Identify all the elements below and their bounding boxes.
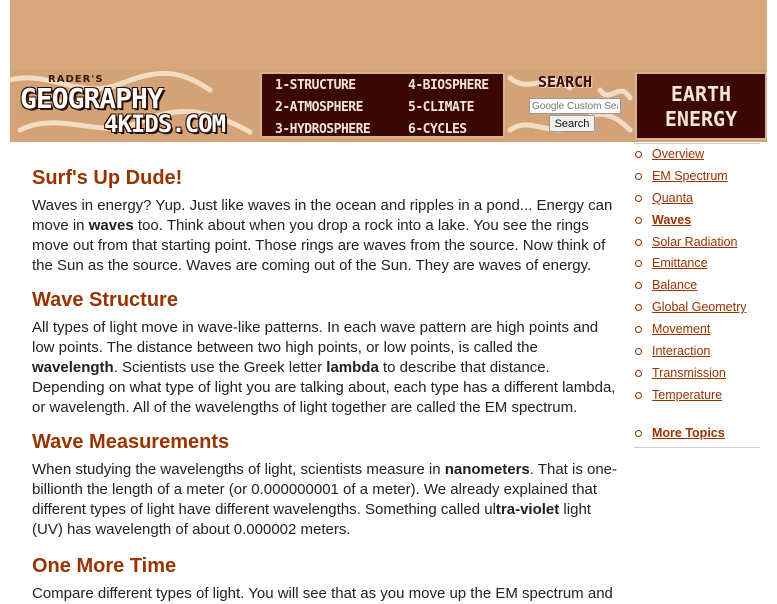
bullet-circle-icon — [635, 195, 642, 202]
section-heading: One More Time — [32, 555, 177, 577]
sidebar-item — [634, 341, 760, 363]
text-run: to describe that distance. Depending on what type of light you are talking about, each type has a different lambda, or wavelength. All of the wavelengths of light together are called the EM spectrum. — [32, 359, 616, 416]
sidebar-item — [634, 423, 760, 445]
sidebar-link-em-spectrum[interactable]: EM Spectrum — [652, 168, 728, 183]
section-one-more-time — [32, 554, 622, 604]
sidebar-item — [634, 188, 760, 210]
sidebar-item — [634, 319, 760, 341]
section-title-line1: EARTH — [670, 82, 732, 106]
bullet-circle-icon — [635, 239, 642, 246]
sidebar-link-transmission[interactable]: Transmission — [652, 365, 726, 380]
sidebar-divider-bottom — [634, 447, 760, 448]
topic-nav — [260, 72, 505, 138]
text-run: Compare different types of light. You will see that as you move up the EM spectrum and — [32, 585, 613, 602]
bold-term: nanometers — [444, 461, 530, 478]
sidebar-link-quanta[interactable]: Quanta — [652, 190, 694, 205]
bullet-circle-icon — [635, 326, 642, 333]
section-surfs-up — [32, 166, 622, 276]
bullet-circle-icon — [635, 217, 642, 224]
sidebar-link-waves[interactable]: Waves — [652, 212, 692, 227]
bullet-circle-icon — [635, 282, 642, 289]
section-wave-measurements — [32, 430, 622, 540]
logo-4kids-text: 4KIDS.COM — [104, 110, 226, 138]
section-heading: Wave Structure — [32, 289, 178, 311]
topic-link-structure[interactable]: 1-STRUCTURE — [275, 78, 356, 93]
section-wave-structure — [32, 288, 622, 418]
sidebar-item — [634, 253, 760, 275]
bold-term: lambda — [326, 359, 379, 376]
topic-link-atmosphere[interactable]: 2-ATMOSPHERE — [275, 100, 363, 115]
site-header — [10, 70, 767, 142]
bullet-circle-icon — [635, 430, 642, 437]
sidebar-item — [634, 210, 760, 232]
top-banner-band — [10, 0, 767, 70]
text-run: too. Think about when you drop a rock into a lake. You see the rings move out from that starting point. Those rings are waves from the source. Now think of the Sun as the source. Waves are coming out of the Sun. They are waves of energy. — [32, 217, 606, 274]
bullet-circle-icon — [635, 370, 642, 377]
text-run: . That is one-billionth the length of a meter (or 0.000000001 of a meter). We already explained that different types of light have different wavelengths. Something called ul — [32, 461, 618, 518]
search-label: SEARCH — [538, 73, 593, 91]
logo-geography-text: GEOGRAPHY — [20, 82, 163, 115]
bullet-circle-icon — [635, 348, 642, 355]
text-run: light (UV) has wavelength of about 0.000002 meters. — [32, 501, 591, 538]
bullet-circle-icon — [635, 304, 642, 311]
site-logo[interactable] — [18, 74, 258, 138]
sidebar-link-movement[interactable]: Movement — [652, 322, 711, 337]
section-paragraph — [32, 318, 622, 418]
topic-link-climate[interactable]: 5-CLIMATE — [408, 100, 474, 115]
text-run: Waves in energy? Yup. Just like waves in the ocean and ripples in a pond... Energy can move in — [32, 197, 613, 234]
text-run: When studying the wavelengths of light, scientists measure in — [32, 461, 445, 478]
sidebar-link-more-topics[interactable]: More Topics — [652, 425, 725, 440]
section-paragraph — [32, 460, 622, 540]
sidebar-item — [634, 363, 760, 385]
sidebar-link-overview[interactable]: Overview — [652, 147, 705, 161]
bold-term: wavelength — [32, 359, 114, 376]
sidebar-link-global-geometry[interactable]: Global Geometry — [652, 300, 747, 315]
sidebar-nav — [634, 143, 760, 448]
bullet-circle-icon — [635, 151, 642, 158]
sidebar-item — [634, 385, 760, 407]
section-heading: Wave Measurements — [32, 431, 230, 453]
topic-link-biosphere[interactable]: 4-BIOSPHERE — [408, 78, 489, 93]
section-title-box — [635, 72, 767, 140]
bullet-circle-icon — [635, 260, 642, 267]
section-paragraph — [32, 584, 622, 604]
sidebar-link-interaction[interactable]: Interaction — [652, 344, 711, 359]
topic-link-cycles[interactable]: 6-CYCLES — [408, 122, 467, 137]
sidebar-link-solar-radiation[interactable]: Solar Radiation — [652, 234, 738, 249]
section-paragraph — [32, 196, 622, 276]
sidebar-item — [634, 144, 760, 166]
sidebar-link-emittance[interactable]: Emittance — [652, 256, 708, 271]
sidebar-item — [634, 297, 760, 319]
bullet-circle-icon — [635, 392, 642, 399]
sidebar-item — [634, 166, 760, 188]
text-run: All types of light move in wave-like patterns. In each wave pattern are high points and low points. The distance between two high points, or low points, is called the — [32, 319, 599, 356]
sidebar-link-balance[interactable]: Balance — [652, 278, 698, 293]
search-button[interactable]: Search — [549, 115, 595, 132]
sidebar-list — [634, 144, 760, 407]
section-title-line2: ENERGY — [664, 107, 738, 131]
text-run: . Scientists use the Greek letter — [113, 359, 327, 376]
sidebar-item — [634, 232, 760, 254]
topic-link-hydrosphere[interactable]: 3-HYDROSPHERE — [275, 122, 371, 137]
bold-term: waves — [88, 217, 134, 234]
sidebar-link-temperature[interactable]: Temperature — [652, 387, 723, 402]
search-input[interactable] — [529, 98, 621, 114]
section-heading: Surf's Up Dude! — [32, 167, 183, 189]
sidebar-item — [634, 275, 760, 297]
bold-term: tra-violet — [495, 501, 560, 518]
logo-raders-text: RADER'S — [48, 74, 104, 85]
sidebar-more-list — [634, 423, 760, 445]
bullet-circle-icon — [635, 173, 642, 180]
